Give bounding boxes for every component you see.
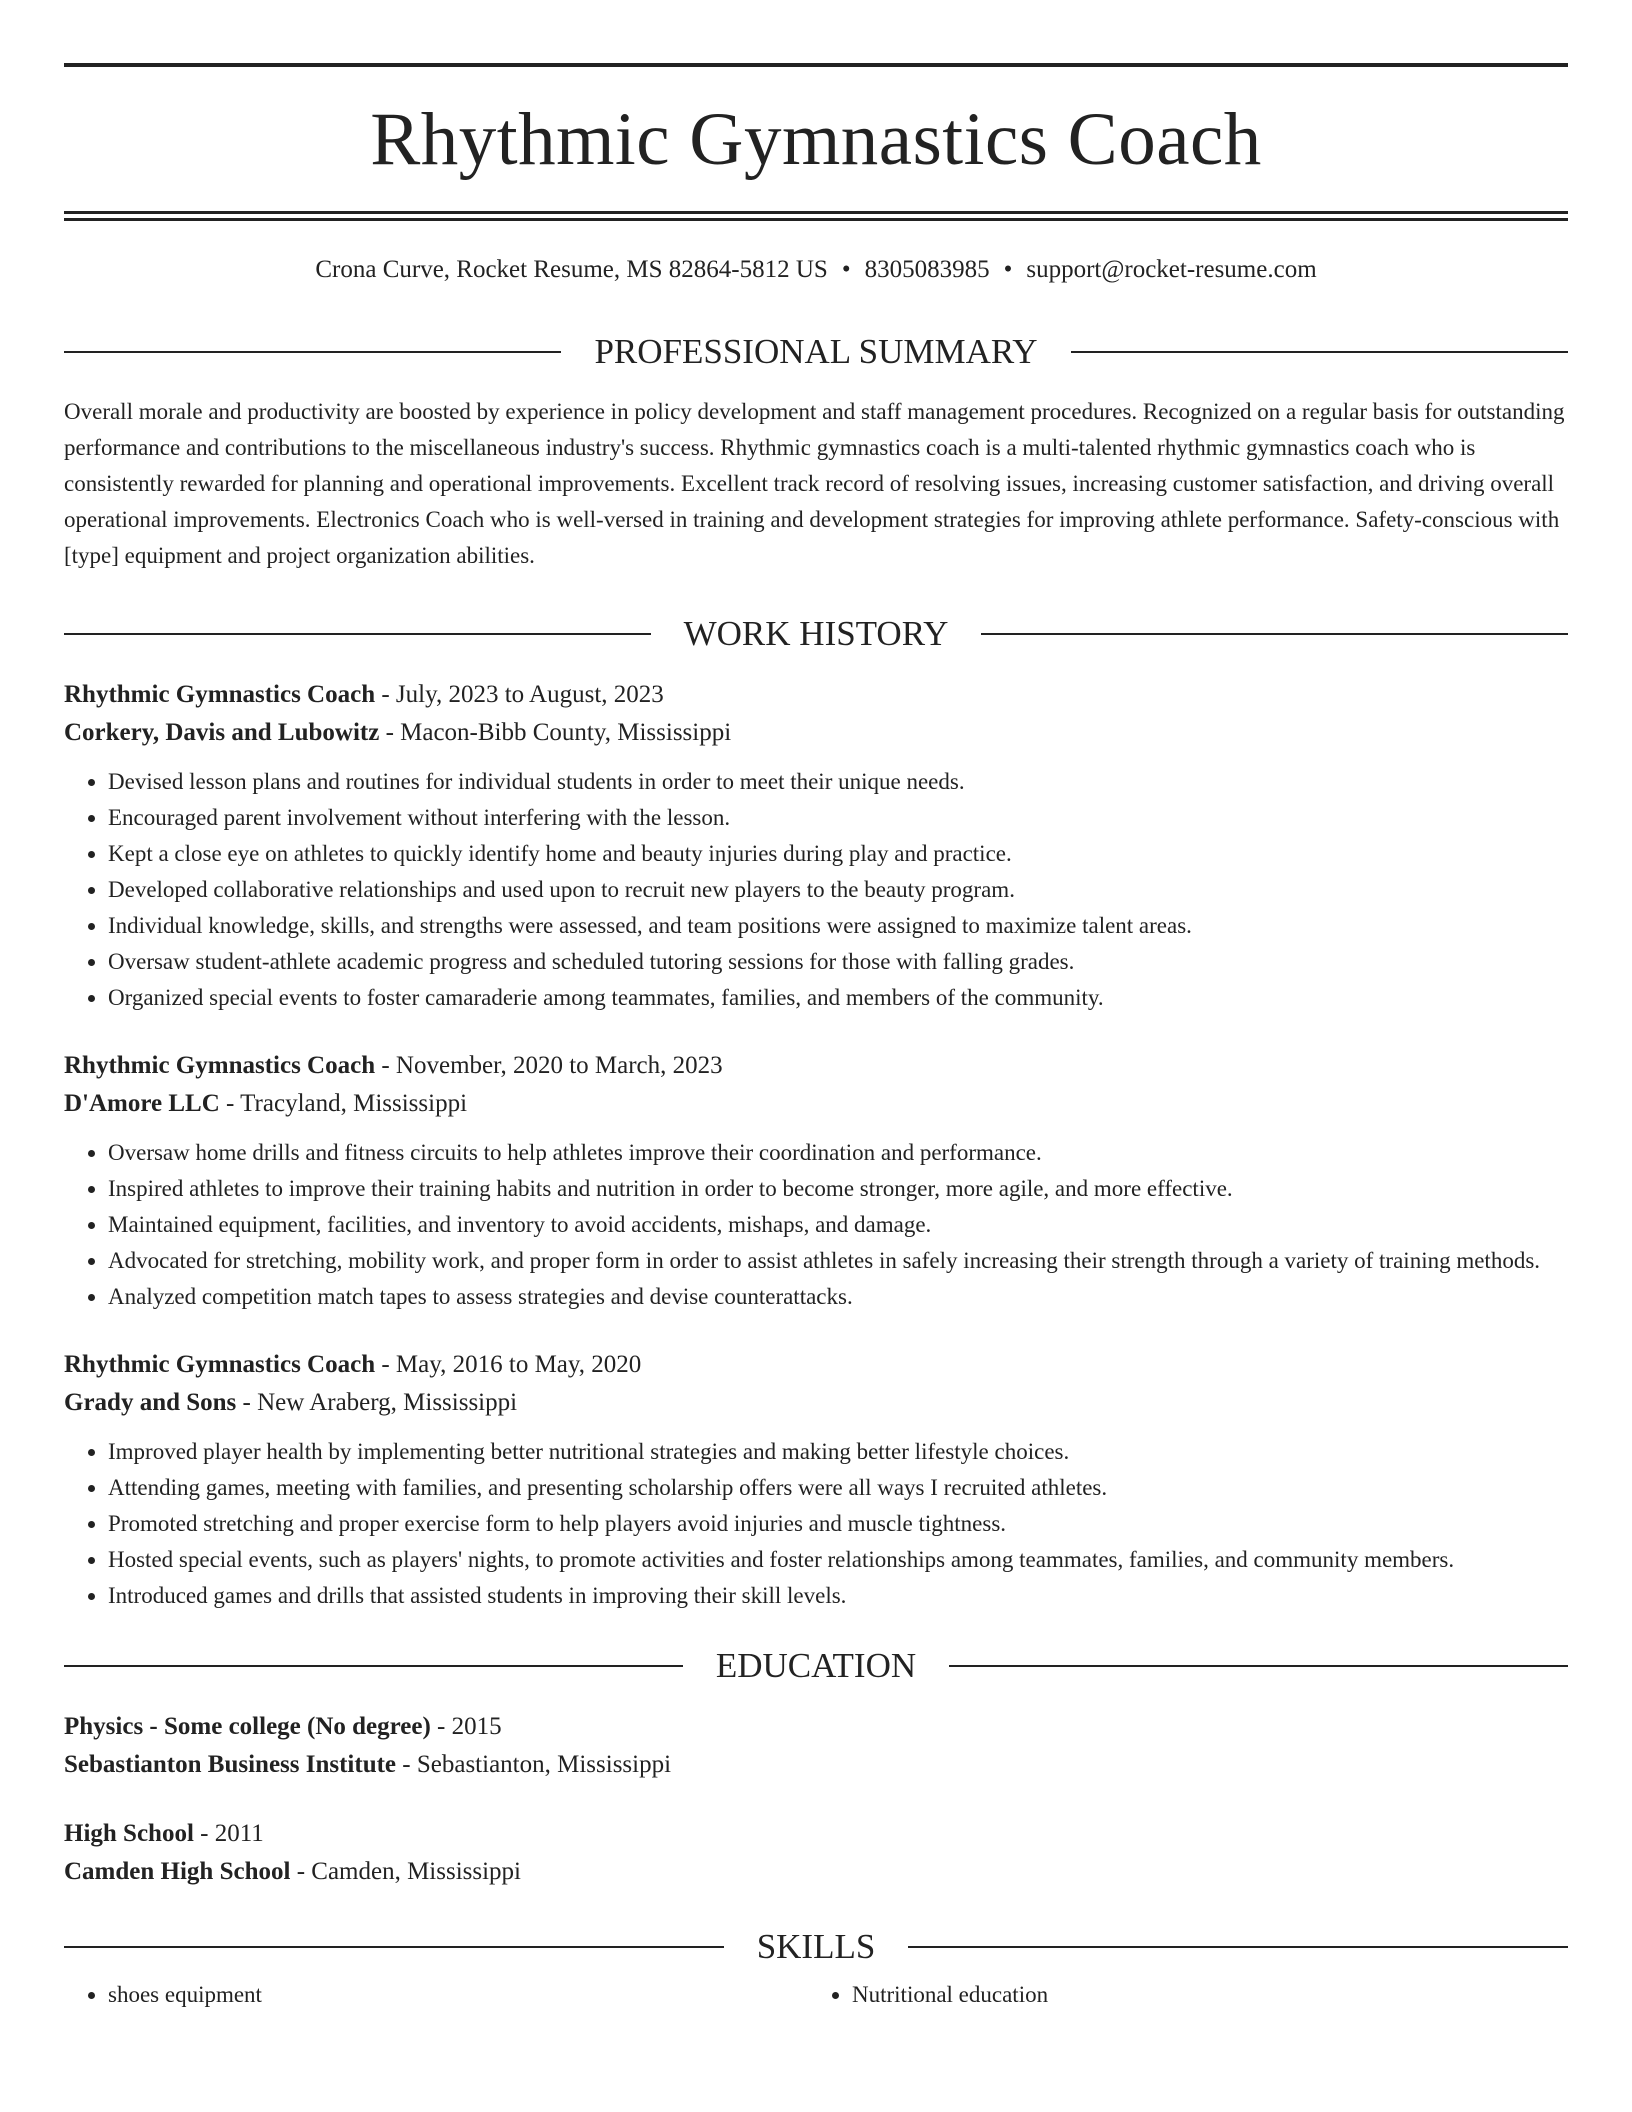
job-entry [64, 1346, 1568, 1614]
contact-address: Crona Curve, Rocket Resume, MS 82864-5812 US [315, 256, 828, 283]
section-heading-skills [64, 1929, 1568, 1964]
education-location: - Camden, Mississippi [290, 1858, 522, 1885]
contact-email[interactable]: support@rocket-resume.com [1026, 256, 1317, 283]
skill-item: • shoes equipment [108, 1977, 808, 2013]
header-double-rule [64, 211, 1568, 221]
job-location: - Tracyland, Mississippi [219, 1090, 468, 1117]
job-company-line [64, 714, 1568, 752]
list-item: • Advocated for stretching, mobility work, and proper form in order to assist athletes in safely increasing their strength through a variety of training methods. [108, 1243, 1568, 1279]
list-item: • Promoted stretching and proper exercise form to help players avoid injuries and muscle tightness. [108, 1506, 1568, 1542]
education-location: - Sebastianton, Mississippi [396, 1751, 672, 1778]
job-company-line [64, 1384, 1568, 1422]
list-item: • Hosted special events, such as players' nights, to promote activities and foster relationships among teammates, families, and community members. [108, 1542, 1568, 1578]
list-item: • Analyzed competition match tapes to assess strategies and devise counterattacks. [108, 1279, 1568, 1315]
job-title: Rhythmic Gymnastics Coach [64, 681, 376, 708]
job-bullets [64, 764, 1568, 1016]
job-title-line [64, 1047, 1568, 1085]
contact-phone: 8305083985 [864, 256, 990, 283]
job-company-line [64, 1085, 1568, 1123]
education-school-line [64, 1853, 1568, 1891]
summary-paragraph: Overall morale and productivity are boosted by experience in policy development and staff management procedures. Recognized on a regular basis for outstanding performance and contributions to the miscellaneous industry's success. Rhythmic gymnastics coach is a multi-talented rhythmic gymnastics coach who is consistently rewarded for planning and operational improvements. Excellent track record of resolving issues, increasing customer satisfaction, and driving overall operational improvements. Electronics Coach who is well-versed in training and development strategies for improving athlete performance. Safety-conscious with [type] equipment and project organization abilities. [64, 399, 1565, 568]
contact-line [64, 257, 1568, 282]
top-rule [64, 63, 1568, 67]
heading-rule-right [949, 1665, 1568, 1667]
list-item: • Introduced games and drills that assisted students in improving their skill levels. [108, 1578, 1568, 1614]
list-item: • Encouraged parent involvement without interfering with the lesson. [108, 800, 1568, 836]
job-location: - Macon-Bibb County, Mississippi [379, 719, 732, 746]
education-school: Sebastianton Business Institute [64, 1751, 397, 1778]
skills-column-left [64, 1977, 808, 2013]
education-year: - 2015 [430, 1713, 502, 1740]
list-item: • Developed collaborative relationships and used upon to recruit new players to the beauty program. [108, 872, 1568, 908]
education-year: - 2011 [193, 1820, 264, 1847]
section-title: SKILLS [756, 1927, 876, 1966]
education-school-line [64, 1746, 1568, 1784]
job-title-line [64, 676, 1568, 714]
list-item: • Organized special events to foster camaraderie among teammates, families, and members of the community. [108, 980, 1568, 1016]
resume-name: Rhythmic Gymnastics Coach [370, 98, 1262, 181]
list-item: • Oversaw student-athlete academic progress and scheduled tutoring sessions for those with falling grades. [108, 944, 1568, 980]
education-degree: High School [64, 1820, 194, 1847]
job-bullets [64, 1434, 1568, 1614]
list-item: • Oversaw home drills and fitness circuits to help athletes improve their coordination and performance. [108, 1135, 1568, 1171]
section-title: WORK HISTORY [683, 614, 949, 653]
job-company: D'Amore LLC [64, 1090, 220, 1117]
section-title: PROFESSIONAL SUMMARY [594, 332, 1038, 371]
list-item: • Improved player health by implementing better nutritional strategies and making better lifestyle choices. [108, 1434, 1568, 1470]
heading-rule-right [981, 633, 1568, 635]
heading-rule-left [64, 351, 561, 353]
list-item: • Individual knowledge, skills, and strengths were assessed, and team positions were assigned to maximize talent areas. [108, 908, 1568, 944]
job-company: Corkery, Davis and Lubowitz [64, 719, 380, 746]
list-item: • Kept a close eye on athletes to quickly identify home and beauty injuries during play and practice. [108, 836, 1568, 872]
contact-separator: • [1003, 256, 1013, 283]
job-entry [64, 1047, 1568, 1315]
heading-rule-right [1071, 351, 1568, 353]
skill-item: • Nutritional education [852, 1977, 1492, 2013]
job-location: - New Araberg, Mississippi [236, 1389, 518, 1416]
list-item: • Maintained equipment, facilities, and inventory to avoid accidents, mishaps, and damage. [108, 1207, 1568, 1243]
heading-rule-left [64, 633, 651, 635]
job-bullets [64, 1135, 1568, 1315]
education-degree-line [64, 1815, 1568, 1853]
job-company: Grady and Sons [64, 1389, 237, 1416]
job-dates: - May, 2016 to May, 2020 [375, 1351, 642, 1378]
heading-rule-right [908, 1946, 1568, 1948]
skills-column-right [808, 1977, 1492, 2013]
section-title: EDUCATION [715, 1646, 917, 1685]
job-title-line [64, 1346, 1568, 1384]
section-heading-work-history [64, 616, 1568, 651]
job-title: Rhythmic Gymnastics Coach [64, 1052, 376, 1079]
job-dates: - November, 2020 to March, 2023 [375, 1052, 723, 1079]
job-entry [64, 676, 1568, 1016]
list-item: • Devised lesson plans and routines for individual students in order to meet their unique needs. [108, 764, 1568, 800]
section-heading-education [64, 1648, 1568, 1683]
education-school: Camden High School [64, 1858, 291, 1885]
heading-rule-left [64, 1665, 683, 1667]
list-item: • Attending games, meeting with families, and presenting scholarship offers were all ways I recruited athletes. [108, 1470, 1568, 1506]
list-item: • Inspired athletes to improve their training habits and nutrition in order to become stronger, more agile, and more effective. [108, 1171, 1568, 1207]
education-entry [64, 1708, 1568, 1784]
job-title: Rhythmic Gymnastics Coach [64, 1351, 376, 1378]
education-degree-line [64, 1708, 1568, 1746]
contact-separator: • [841, 256, 851, 283]
education-entry [64, 1815, 1568, 1891]
heading-rule-left [64, 1946, 724, 1948]
education-degree: Physics - Some college (No degree) [64, 1713, 431, 1740]
job-dates: - July, 2023 to August, 2023 [375, 681, 664, 708]
skills-grid [64, 1977, 1568, 2013]
section-heading-summary [64, 334, 1568, 369]
